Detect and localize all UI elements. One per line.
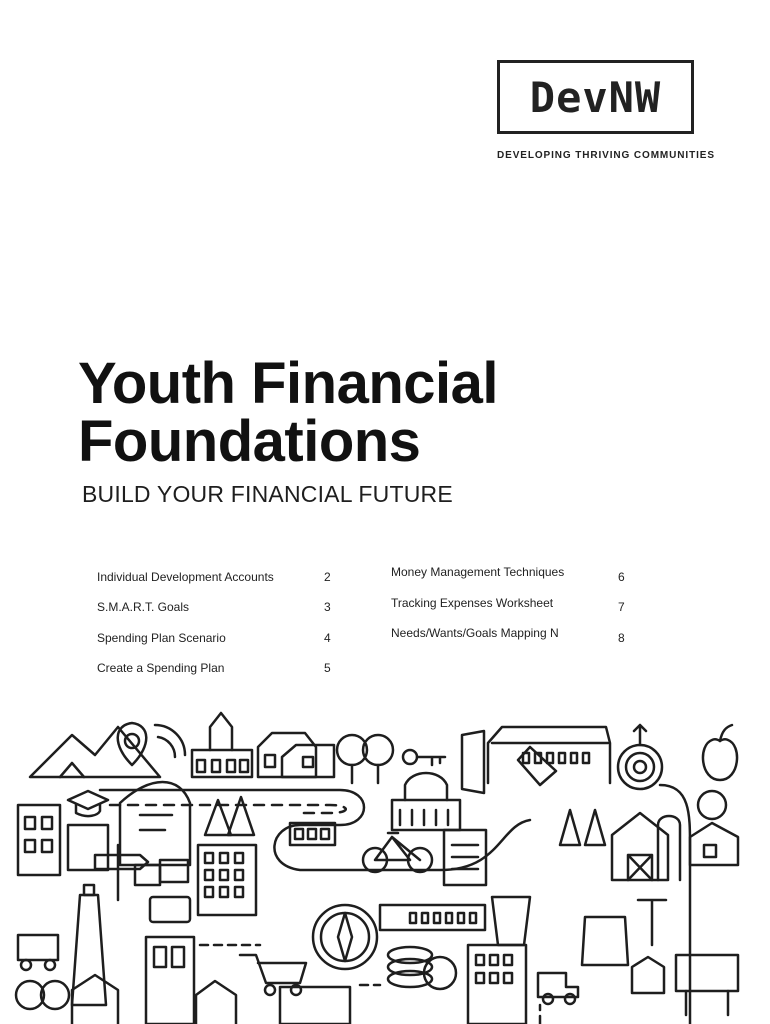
toc-item-label: Tracking Expenses Worksheet — [391, 596, 554, 610]
toc-item-label: Spending Plan Scenario — [97, 631, 226, 645]
toc-item-page: 2 — [324, 570, 331, 584]
document-title — [78, 351, 498, 474]
toc-item-page: 6 — [618, 570, 625, 584]
toc-item-label: Money Management Techniques — [391, 565, 565, 579]
toc-item-page: 8 — [618, 631, 625, 645]
city-line-art-icon — [0, 705, 770, 1024]
toc-item-page: 3 — [324, 600, 331, 614]
toc-item-label: S.M.A.R.T. Goals — [97, 600, 190, 614]
title-line-2: Foundations — [78, 409, 421, 474]
logo-tagline: DEVELOPING THRIVING COMMUNITIES — [497, 150, 715, 161]
devnw-logo — [497, 60, 694, 134]
toc-item-page: 5 — [324, 661, 331, 675]
toc-item-page: 7 — [618, 600, 625, 614]
document-subtitle: BUILD YOUR FINANCIAL FUTURE — [82, 481, 453, 507]
toc-item-label: Individual Development Accounts — [97, 570, 274, 584]
logo-name: DevNW — [529, 72, 662, 122]
toc-item-label: Create a Spending Plan — [97, 661, 225, 675]
title-line-1: Youth Financial — [78, 351, 498, 416]
toc-item-label: Needs/Wants/Goals Mapping N — [391, 626, 559, 640]
toc-item-page: 4 — [324, 631, 331, 645]
